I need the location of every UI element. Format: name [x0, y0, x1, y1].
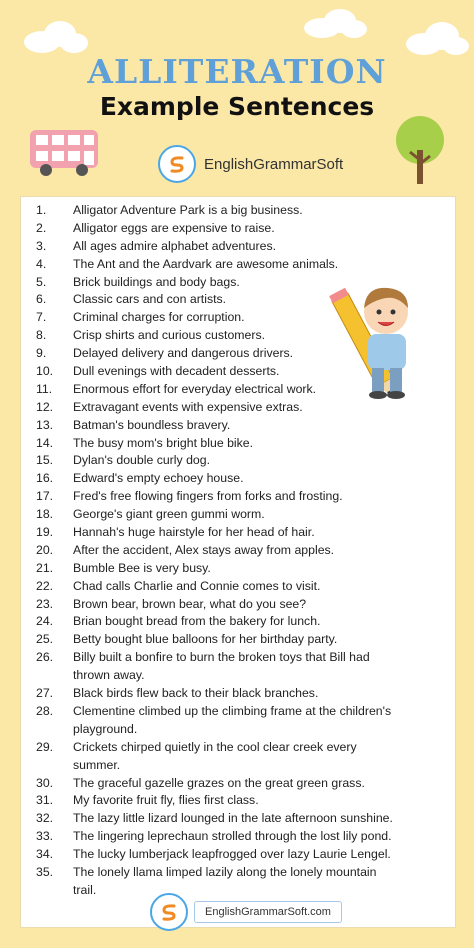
list-item: [22, 220, 442, 238]
sentence-text: The Ant and the Aardvark are awesome animals.: [73, 256, 339, 271]
sentence-number: 25.: [36, 632, 54, 647]
sentence-text: Crickets chirped quietly in the cool clear creek every: [73, 739, 357, 754]
sentence-number: 12.: [36, 399, 54, 414]
sentence-number: 5.: [36, 274, 47, 289]
sentence-text: Delayed delivery and dangerous drivers.: [73, 346, 294, 361]
header: [0, 0, 474, 200]
sentence-text: Brick buildings and body bags.: [73, 274, 240, 289]
list-item: [22, 649, 442, 667]
cloud-icon: [300, 6, 370, 40]
sentence-number: 19.: [36, 525, 54, 540]
sentence-number: 30.: [36, 775, 54, 790]
list-item: [22, 506, 442, 524]
sentence-text: Bumble Bee is very busy.: [73, 560, 211, 575]
list-item: [22, 578, 442, 596]
sentence-number: 7.: [36, 310, 47, 325]
list-item: [22, 864, 442, 882]
sentence-text: playground.: [73, 721, 138, 736]
sentence-number: 13.: [36, 417, 54, 432]
sentence-number: 8.: [36, 328, 47, 343]
sentence-number: 34.: [36, 847, 54, 862]
page-title: ALLITERATION: [87, 52, 387, 91]
sentence-text: After the accident, Alex stays away from apples.: [73, 542, 335, 557]
list-item: [22, 435, 442, 453]
list-item: [22, 488, 442, 506]
sentence-text: Enormous effort for everyday electrical work.: [73, 381, 317, 396]
brand-name: EnglishGrammarSoft: [204, 155, 344, 173]
sentence-number: 28.: [36, 703, 54, 718]
sentence-number: 18.: [36, 507, 54, 522]
list-item: [22, 596, 442, 614]
sentence-text: Black birds flew back to their black branches.: [73, 686, 319, 701]
sentence-text: The graceful gazelle grazes on the great green grass.: [73, 775, 365, 790]
sentence-text: Extravagant events with expensive extras.: [73, 399, 303, 414]
list-item: [22, 470, 442, 488]
sentence-number: 15.: [36, 453, 54, 468]
sentence-text: Betty bought blue balloons for her birthday party.: [73, 632, 338, 647]
website-link-button[interactable]: EnglishGrammarSoft.com: [194, 901, 342, 923]
footer: [150, 892, 342, 932]
sentence-number: 29.: [36, 739, 54, 754]
page-subtitle: Example Sentences: [99, 92, 375, 121]
list-item: [22, 792, 442, 810]
list-item: [22, 757, 442, 775]
logo-icon: [158, 145, 196, 183]
sentence-number: 2.: [36, 220, 47, 235]
sentence-number: 23.: [36, 596, 54, 611]
boy-pencil-illustration: [328, 278, 440, 406]
sentence-text: The lingering leprechaun strolled through the lost lily pond.: [73, 829, 392, 844]
sentence-text: Edward's empty echoey house.: [73, 471, 244, 486]
sentence-number: 9.: [36, 346, 47, 361]
sentence-number: 4.: [36, 256, 47, 271]
sentence-number: 27.: [36, 686, 54, 701]
logo-icon: [150, 893, 188, 931]
sentence-number: 14.: [36, 435, 54, 450]
list-item: [22, 417, 442, 435]
sentence-text: George's giant green gummi worm.: [73, 507, 265, 522]
sentence-text: Alligator Adventure Park is a big business.: [73, 203, 303, 217]
list-item: [22, 721, 442, 739]
sentence-number: 20.: [36, 542, 54, 557]
sentence-text: Billy built a bonfire to burn the broken toys that Bill had: [73, 650, 370, 665]
list-item: [22, 524, 442, 542]
sentence-text: All ages admire alphabet adventures.: [73, 238, 277, 253]
list-item: [22, 703, 442, 721]
sentence-text: The lazy little lizard lounged in the late afternoon sunshine.: [73, 811, 393, 826]
list-item: [22, 631, 442, 649]
sentence-text: Criminal charges for corruption.: [73, 310, 245, 325]
sentence-number: 26.: [36, 650, 54, 665]
sentence-text: thrown away.: [73, 668, 145, 683]
sentence-number: 24.: [36, 614, 54, 629]
list-item: [22, 542, 442, 560]
sentence-text: The lonely llama limped lazily along the lonely mountain: [73, 864, 377, 879]
sentence-text: Dylan's double curly dog.: [73, 453, 211, 468]
list-item: [22, 685, 442, 703]
sentence-number: 35.: [36, 864, 54, 879]
sentence-number: 31.: [36, 793, 54, 808]
sentence-text: Hannah's huge hairstyle for her head of hair.: [73, 525, 315, 540]
sentence-number: 16.: [36, 471, 54, 486]
sentence-text: Classic cars and con artists.: [73, 292, 227, 307]
sentence-text: Crisp shirts and curious customers.: [73, 328, 266, 343]
list-item: [22, 667, 442, 685]
sentence-text: Clementine climbed up the climbing frame at the children's: [73, 703, 392, 718]
list-item: [22, 256, 442, 274]
sentence-number: 1.: [36, 203, 47, 217]
sentence-number: 10.: [36, 364, 54, 379]
cloud-icon: [20, 18, 90, 54]
sentence-text: The lucky lumberjack leapfrogged over lazy Laurie Lengel.: [73, 847, 391, 862]
sentence-number: 22.: [36, 578, 54, 593]
sentence-number: 6.: [36, 292, 47, 307]
sentence-number: 17.: [36, 489, 54, 504]
sentence-text: My favorite fruit fly, flies first class.: [73, 793, 259, 808]
sentence-number: 33.: [36, 829, 54, 844]
sentence-text: trail.: [73, 882, 97, 897]
sentence-number: 32.: [36, 811, 54, 826]
list-item: [22, 452, 442, 470]
sentence-text: Brown bear, brown bear, what do you see?: [73, 596, 307, 611]
sentence-text: Chad calls Charlie and Connie comes to visit.: [73, 578, 321, 593]
sentence-number: 21.: [36, 560, 54, 575]
sentence-text: Alligator eggs are expensive to raise.: [73, 220, 275, 235]
bus-icon: [28, 126, 102, 178]
sentence-number: 3.: [36, 238, 47, 253]
sentence-text: Batman's boundless bravery.: [73, 417, 231, 432]
list-item: [22, 739, 442, 757]
list-item: [22, 810, 442, 828]
tree-icon: [392, 114, 448, 188]
list-item: [22, 560, 442, 578]
sentence-text: Dull evenings with decadent desserts.: [73, 364, 280, 379]
sentence-text: summer.: [73, 757, 121, 772]
sentence-text: Brian bought bread from the bakery for lunch.: [73, 614, 321, 629]
list-item: [22, 846, 442, 864]
list-item: [22, 828, 442, 846]
sentence-text: Fred's free flowing fingers from forks and frosting.: [73, 489, 343, 504]
brand: [158, 146, 343, 182]
list-item: [22, 775, 442, 793]
sentence-number: 11.: [36, 381, 53, 396]
list-item: [22, 238, 442, 256]
list-item: [22, 202, 442, 220]
list-item: [22, 613, 442, 631]
sentence-text: The busy mom's bright blue bike.: [73, 435, 254, 450]
